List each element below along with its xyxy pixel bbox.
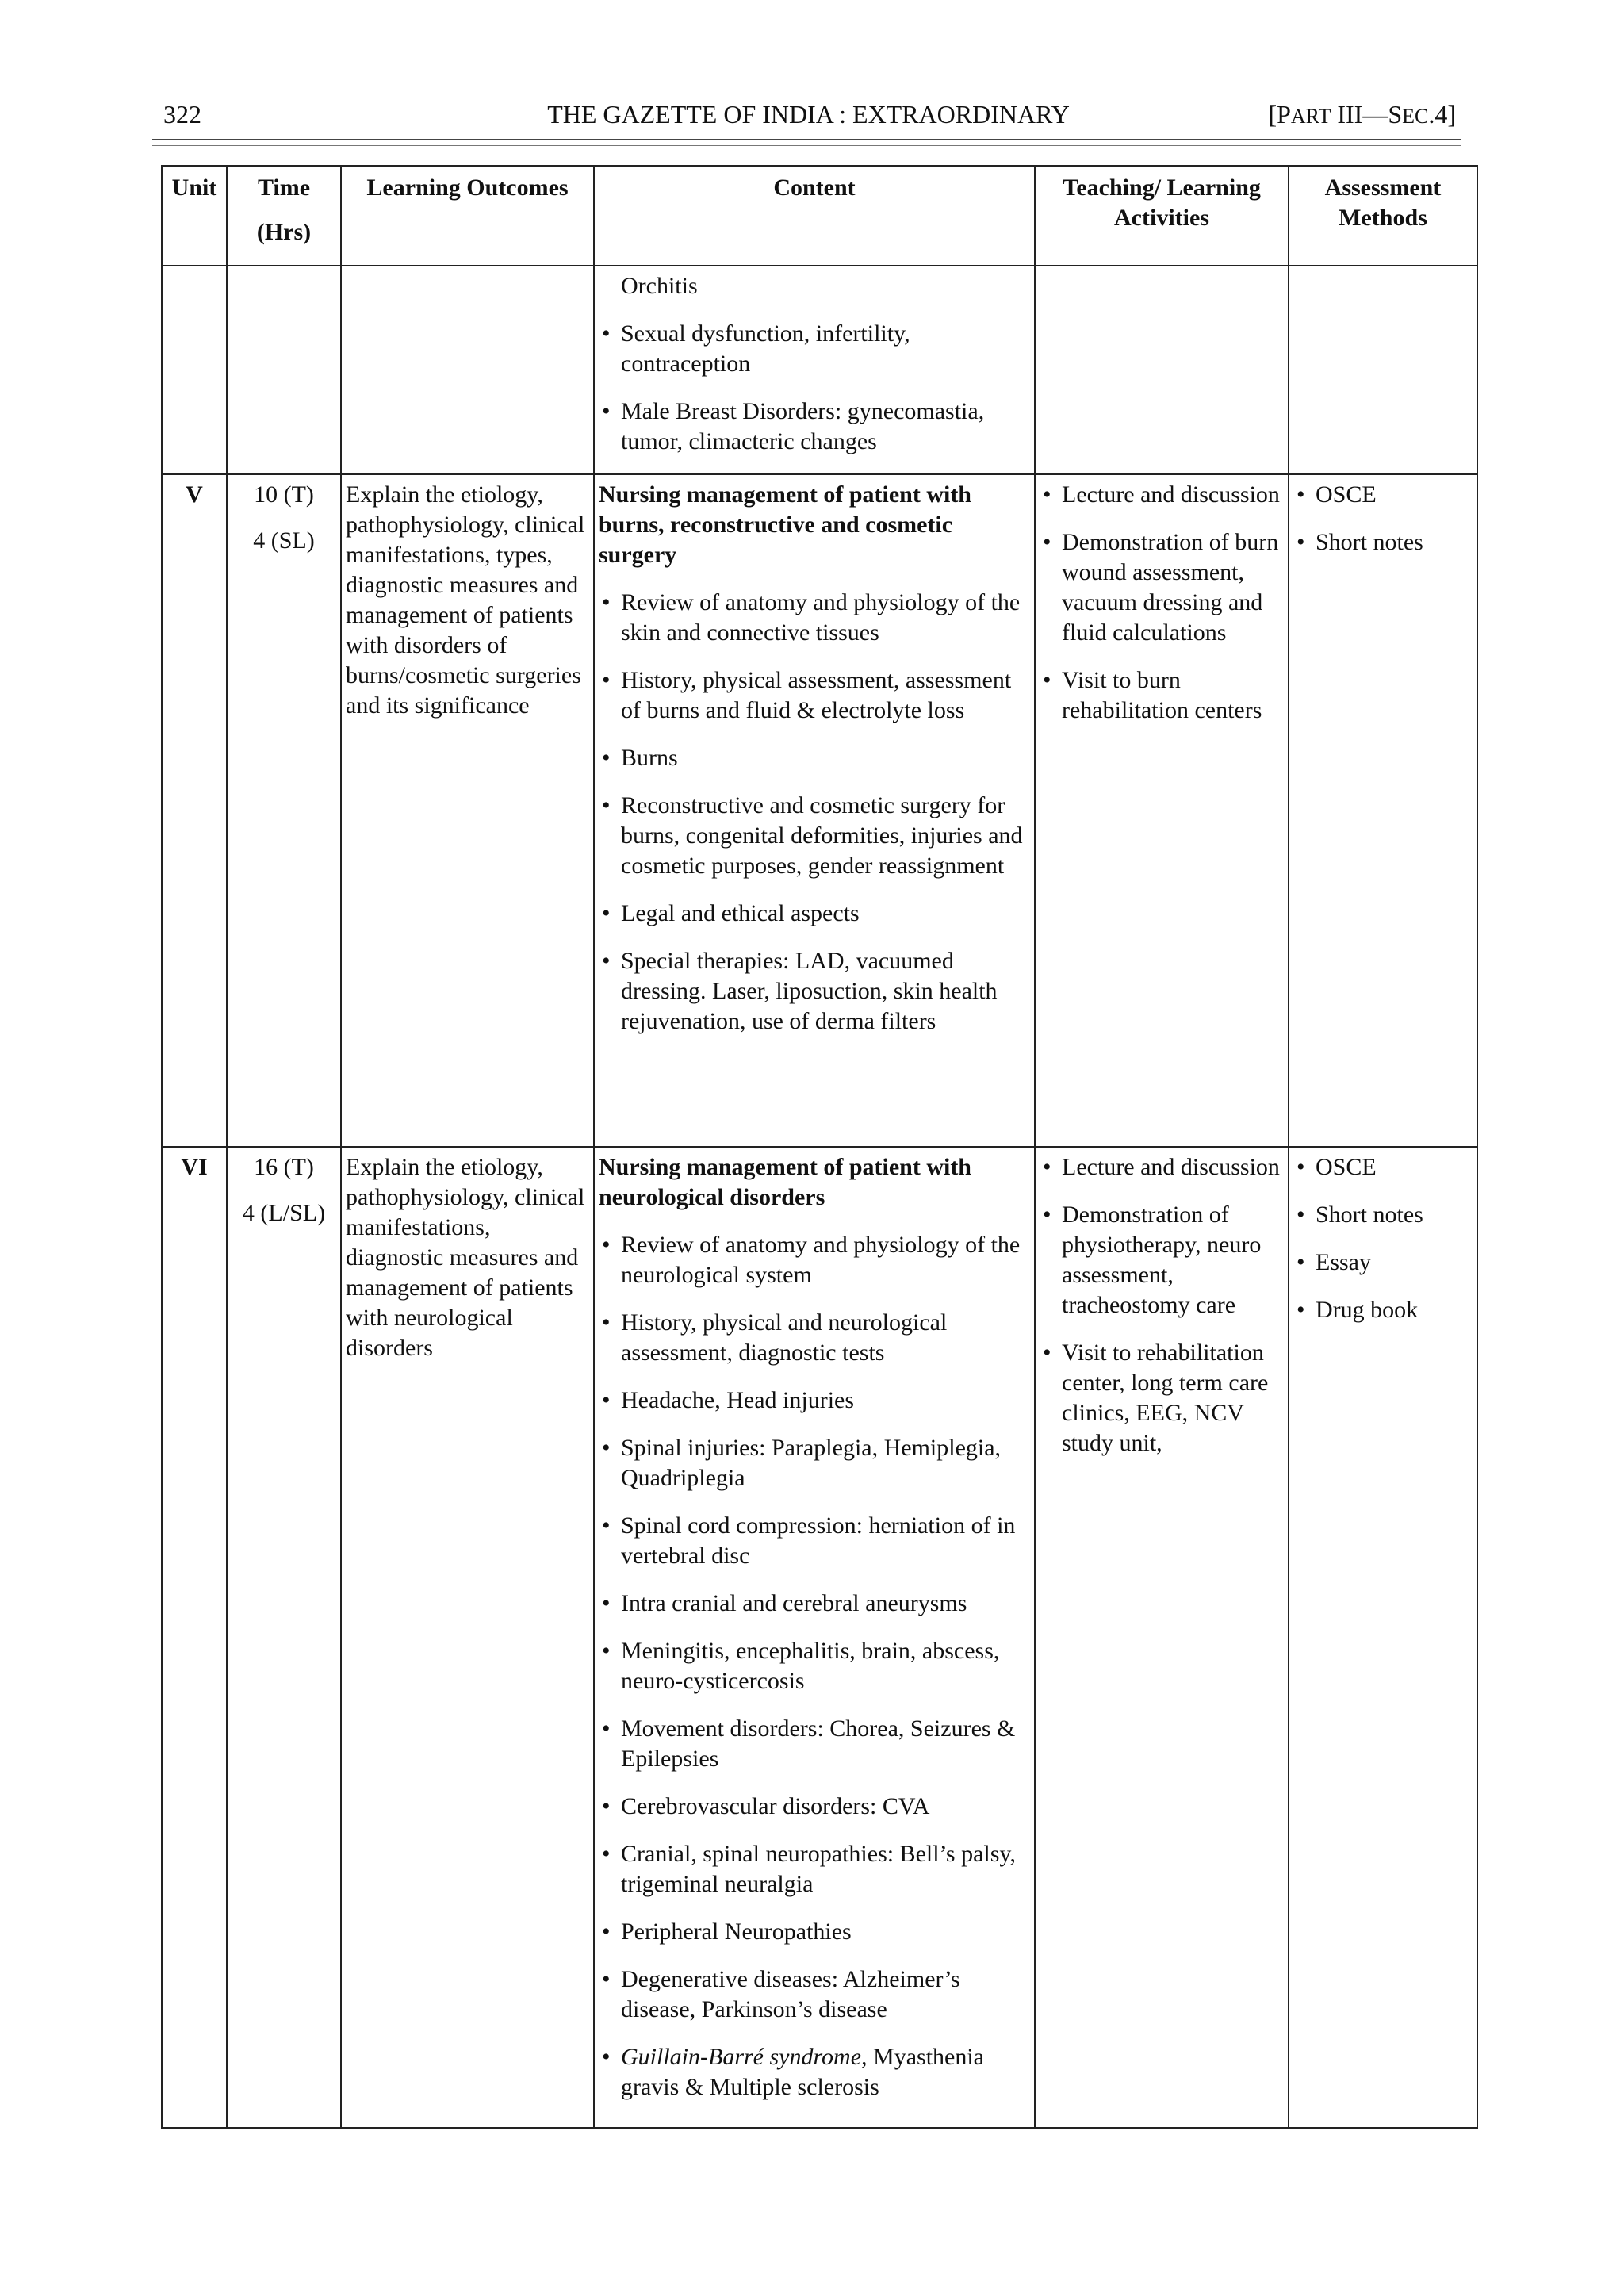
activities-list bbox=[1040, 1152, 1284, 1458]
content-item: • Intra cranial and cerebral aneurysms bbox=[599, 1589, 1030, 1619]
col-header-unit: Unit bbox=[162, 166, 227, 266]
assessment-list bbox=[1293, 480, 1473, 558]
content-item: • Spinal injuries: Paraplegia, Hemiplegia, Quadriplegia bbox=[599, 1433, 1030, 1493]
content-item: • Guillain-Barré syndrome, Myasthenia gravis & Multiple sclerosis bbox=[599, 2042, 1030, 2102]
col-header-activities: Teaching/ Learning Activities bbox=[1035, 166, 1289, 266]
unit-label: V bbox=[162, 474, 227, 1147]
content-list bbox=[599, 588, 1030, 1037]
assessment-item: • OSCE bbox=[1293, 480, 1473, 510]
content-item: • Peripheral Neuropathies bbox=[599, 1917, 1030, 1947]
unit-label: VI bbox=[162, 1147, 227, 2128]
content-cell bbox=[594, 1147, 1035, 2128]
page-header bbox=[161, 97, 1456, 132]
content-list bbox=[599, 1230, 1030, 2102]
content-item: • Review of anatomy and physiology of the neurological system bbox=[599, 1230, 1030, 1290]
content-item: • History, physical and neurological assessment, diagnostic tests bbox=[599, 1308, 1030, 1368]
gazette-title: THE GAZETTE OF INDIA : EXTRAORDINARY bbox=[547, 100, 1070, 128]
page-number: 322 bbox=[163, 100, 201, 128]
table-row-unit-vi bbox=[162, 1147, 1477, 2128]
cell-unit bbox=[162, 266, 227, 474]
content-list bbox=[599, 319, 1030, 457]
table-header-row bbox=[162, 166, 1477, 266]
content-item: • Burns bbox=[599, 743, 1030, 773]
content-item: • Special therapies: LAD, vacuumed dressing. Laser, liposuction, skin health rejuvenation, use of derma filters bbox=[599, 946, 1030, 1037]
header-rule-bottom bbox=[152, 145, 1461, 146]
content-title: Nursing management of patient with burns, reconstructive and cosmetic surgery bbox=[599, 481, 971, 568]
activity-item: • Visit to rehabilitation center, long term care clinics, EEG, NCV study unit, bbox=[1040, 1338, 1284, 1458]
content-item: • History, physical assessment, assessment of burns and fluid & electrolyte loss bbox=[599, 665, 1030, 726]
content-item: • Spinal cord compression: herniation of in vertebral disc bbox=[599, 1511, 1030, 1571]
assessment-item: • Essay bbox=[1293, 1248, 1473, 1278]
table-row-unit-v bbox=[162, 474, 1477, 1147]
assessment-item: • Drug book bbox=[1293, 1295, 1473, 1325]
unit-time bbox=[227, 474, 341, 1147]
content-item: • Legal and ethical aspects bbox=[599, 899, 1030, 929]
activities-cell bbox=[1035, 1147, 1289, 2128]
time-theory: 16 (T) bbox=[254, 1154, 314, 1180]
content-item: • Male Breast Disorders: gynecomastia, tumor, climacteric changes bbox=[599, 397, 1030, 457]
content-item: • Headache, Head injuries bbox=[599, 1386, 1030, 1416]
col-header-time: Time (Hrs) bbox=[227, 166, 341, 266]
cell-outcomes bbox=[341, 266, 594, 474]
cell-time bbox=[227, 266, 341, 474]
content-item: • Cranial, spinal neuropathies: Bell’s palsy, trigeminal neuralgia bbox=[599, 1839, 1030, 1899]
activity-item: • Demonstration of burn wound assessment, vacuum dressing and fluid calculations bbox=[1040, 527, 1284, 648]
col-header-assessment: Assessment Methods bbox=[1289, 166, 1477, 266]
part-section-label: [PART III—SEC.4] bbox=[1268, 100, 1456, 128]
content-item: • Degenerative diseases: Alzheimer’s disease, Parkinson’s disease bbox=[599, 1964, 1030, 2025]
content-cell bbox=[594, 474, 1035, 1147]
activity-item: • Lecture and discussion bbox=[1040, 1152, 1284, 1182]
time-theory: 10 (T) bbox=[254, 481, 314, 508]
cell-activities bbox=[1035, 266, 1289, 474]
assessment-item: • OSCE bbox=[1293, 1152, 1473, 1182]
syllabus-table bbox=[161, 165, 1478, 2129]
activity-item: • Visit to burn rehabilitation centers bbox=[1040, 665, 1284, 726]
table-row-continuation bbox=[162, 266, 1477, 474]
activity-item: • Lecture and discussion bbox=[1040, 480, 1284, 510]
col-header-outcomes: Learning Outcomes bbox=[341, 166, 594, 266]
col-header-content: Content bbox=[594, 166, 1035, 266]
unit-time bbox=[227, 1147, 341, 2128]
activity-item: • Demonstration of physiotherapy, neuro assessment, tracheostomy care bbox=[1040, 1200, 1284, 1320]
assessment-item: • Short notes bbox=[1293, 527, 1473, 558]
cell-assessment bbox=[1289, 266, 1477, 474]
learning-outcome: Explain the etiology, pathophysiology, clinical manifestations, types, diagnostic measures and management of patients with disorders of burns/cosmetic surgeries and its significance bbox=[341, 474, 594, 1147]
assessment-item: • Short notes bbox=[1293, 1200, 1473, 1230]
content-item: • Cerebrovascular disorders: CVA bbox=[599, 1792, 1030, 1822]
content-item: • Movement disorders: Chorea, Seizures & Epilepsies bbox=[599, 1714, 1030, 1774]
content-item: • Reconstructive and cosmetic surgery for burns, congenital deformities, injuries and cosmetic purposes, gender reassignment bbox=[599, 791, 1030, 881]
content-title: Nursing management of patient with neurological disorders bbox=[599, 1154, 971, 1210]
assessment-list bbox=[1293, 1152, 1473, 1325]
content-item: Orchitis bbox=[621, 273, 698, 299]
content-item: • Review of anatomy and physiology of the skin and connective tissues bbox=[599, 588, 1030, 648]
learning-outcome: Explain the etiology, pathophysiology, clinical manifestations, diagnostic measures and management of patients with neurological disorders bbox=[341, 1147, 594, 2128]
activities-list bbox=[1040, 480, 1284, 726]
time-lab: 4 (SL) bbox=[253, 527, 315, 554]
assessment-cell bbox=[1289, 1147, 1477, 2128]
assessment-cell bbox=[1289, 474, 1477, 1147]
content-item: • Meningitis, encephalitis, brain, abscess, neuro-cysticercosis bbox=[599, 1636, 1030, 1696]
header-rule-top bbox=[152, 139, 1461, 140]
time-lab: 4 (L/SL) bbox=[242, 1200, 326, 1226]
cell-content bbox=[594, 266, 1035, 474]
content-item: • Sexual dysfunction, infertility, contraception bbox=[599, 319, 1030, 379]
activities-cell bbox=[1035, 474, 1289, 1147]
